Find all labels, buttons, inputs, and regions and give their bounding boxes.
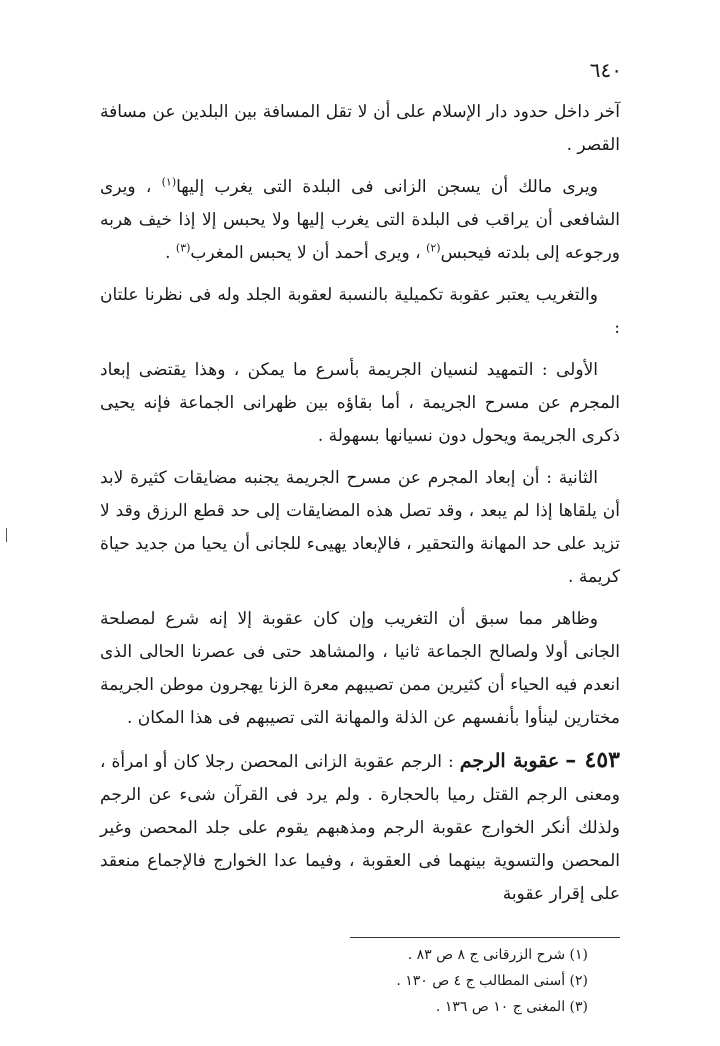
paragraph-2-part-1: ويرى مالك أن يسجن الزانى فى البلدة التى يغرب إليها — [176, 177, 599, 197]
footnote-1: (١) شرح الزرقانى ج ٨ ص ٨٣ . — [407, 947, 588, 963]
paragraph-7 — [100, 744, 620, 911]
main-text — [100, 96, 620, 920]
footnote-3: (٣) المغنى ج ١٠ ص ١٣٦ . — [435, 999, 588, 1015]
paragraph-2-part-3: ، ويرى أحمد أن لا يحبس المغرب — [190, 243, 427, 263]
paragraph-5: الثانية : أن إبعاد المجرم عن مسرح الجريمة يجنبه مضايقات كثيرة لابد أن يلقاها إذا لم يبعد ، وقد تصل هذه المضايقات إلى حد قطع الرزق وقد لا تزيد على حد المهانة والتحقير ، فالإبعاد يهيىء للجانى أن يحيا من جديد حياة كريمة . — [100, 468, 620, 587]
footnote-divider — [350, 937, 620, 938]
margin-mark — [6, 528, 7, 542]
section-title: عقوبة الرجم — [459, 750, 560, 772]
footnote-ref-2[interactable]: (٢) — [426, 241, 441, 255]
page-number: ٦٤٠ — [589, 58, 622, 82]
section-number: ٤٥٣ – — [565, 747, 620, 773]
paragraph-1: آخر داخل حدود دار الإسلام على أن لا تقل المسافة بين البلدين عن مسافة القصر . — [100, 102, 620, 155]
paragraph-3: والتغريب يعتبر عقوبة تكميلية بالنسبة لعقوبة الجلد وله فى نظرنا علتان : — [100, 285, 620, 338]
footnotes — [288, 942, 588, 1020]
paragraph-7-text: : الرجم عقوبة الزانى المحصن رجلا كان أو امرأة ، ومعنى الرجم القتل رميا بالحجارة . ولم يرد فى القرآن شىء عن الرجم ولذلك أنكر الخوارج عقوبة الرجم ومذهبهم يقوم على جلد المحصن وغير المحصن والتسوية بينهما فى العقوبة ، وفيما عدا الخوارج فالإجماع منعقد على إقرار عقوبة — [100, 752, 620, 904]
footnote-ref-1[interactable]: (١) — [161, 175, 177, 189]
paragraph-2 — [100, 171, 620, 270]
paragraph-6: وظاهر مما سبق أن التغريب وإن كان عقوبة إلا إنه شرع لمصلحة الجانى أولا ولصالح الجماعة ثانيا ، والمشاهد حتى فى عصرنا الحالى الذى انعدم فيه الحياء أن كثيرين ممن تصيبهم معرة الزنا يهجرون موطن الجريمة مختارين لينأوا بأنفسهم عن الذلة والمهانة التى تصيبهم فى هذا المكان . — [100, 609, 620, 728]
paragraph-2-part-2: ، ويرى الشافعى أن يراقب فى البلدة التى يغرب إليها ولا يحبس إلا إذا خيف هربه ورجوعه إلى بلدته فيحبس — [100, 177, 620, 263]
footnote-ref-3[interactable]: (٣) — [175, 241, 191, 255]
footnote-2: (٢) أسنى المطالب ج ٤ ص ١٣٠ . — [396, 973, 588, 989]
paragraph-4: الأولى : التمهيد لنسيان الجريمة بأسرع ما يمكن ، وهذا يقتضى إبعاد المجرم عن مسرح الجريمة ، أما بقاؤه بين ظهرانى الجماعة فإنه يحيى ذكرى الجريمة ويحول دون نسيانها بسهولة . — [100, 360, 620, 446]
paragraph-2-part-4: . — [165, 243, 176, 263]
